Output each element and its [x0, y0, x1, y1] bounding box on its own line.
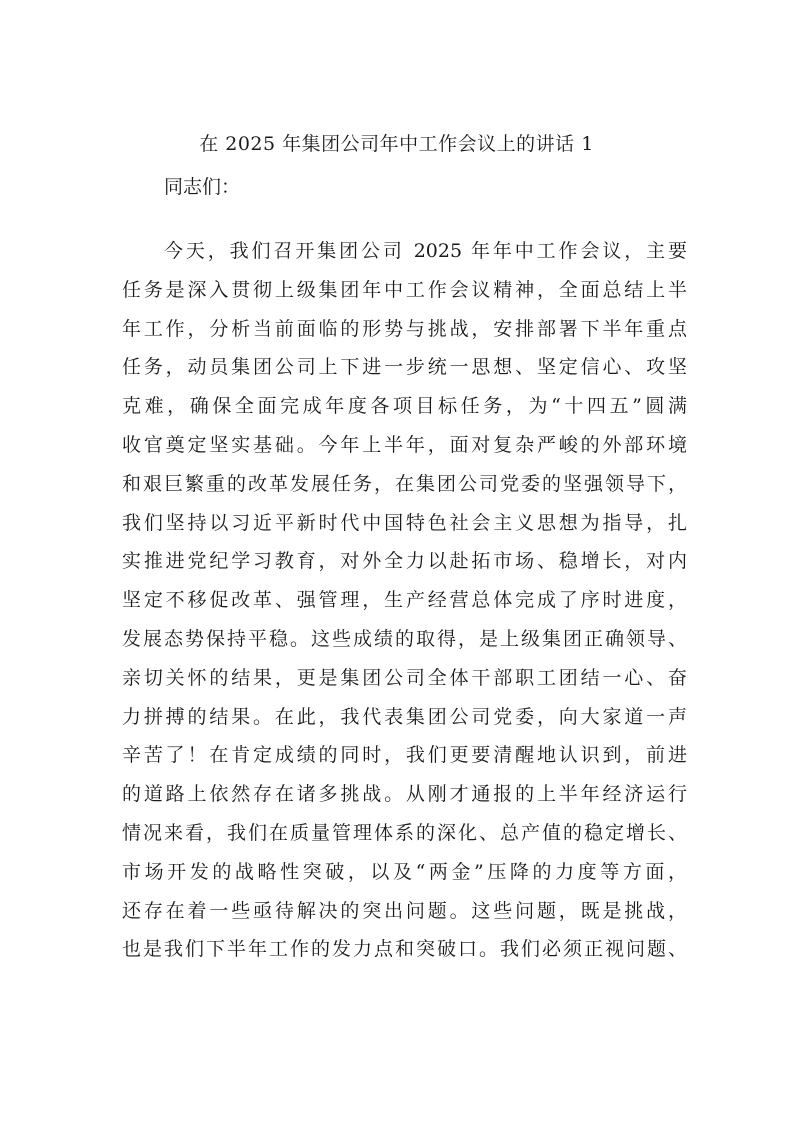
paragraph-line: 今天，我们召开集团公司 2025 年年中工作会议，主要 [164, 240, 687, 262]
paragraph-line: 我们坚持以习近平新时代中国特色社会主义思想为指导，扎 [122, 511, 687, 534]
paragraph-line: 实推进党纪学习教育，对外全力以赴拓市场、稳增长，对内 [122, 550, 687, 573]
paragraph-line: 还存在着一些亟待解决的突出问题。这些问题，既是挑战， [122, 899, 687, 922]
salutation: 同志们： [164, 176, 241, 198]
paragraph-line: 情况来看，我们在质量管理体系的深化、总产值的稳定增长、 [122, 821, 687, 844]
paragraph-line: 辛苦了！在肯定成绩的同时，我们更要清醒地认识到，前进 [122, 744, 687, 767]
paragraph-line: 任务，动员集团公司上下进一步统一思想、坚定信心、攻坚 [122, 356, 687, 379]
paragraph-line: 也是我们下半年工作的发力点和突破口。我们必须正视问题、 [122, 938, 687, 961]
paragraph-line: 克难，确保全面完成年度各项目标任务，为“十四五”圆满 [122, 395, 687, 418]
paragraph-line: 坚定不移促改革、强管理，生产经营总体完成了序时进度， [122, 589, 687, 612]
body-paragraph [122, 232, 687, 969]
paragraph-line: 的道路上依然存在诸多挑战。从刚才通报的上半年经济运行 [122, 783, 687, 806]
paragraph-line: 任务是深入贯彻上级集团年中工作会议精神，全面总结上半 [122, 278, 687, 301]
paragraph-line: 力拼搏的结果。在此，我代表集团公司党委，向大家道一声 [122, 705, 687, 728]
paragraph-line: 市场开发的战略性突破，以及“两金”压降的力度等方面， [122, 860, 687, 883]
paragraph-line: 亲切关怀的结果，更是集团公司全体干部职工团结一心、奋 [122, 666, 687, 689]
paragraph-line: 收官奠定坚实基础。今年上半年，面对复杂严峻的外部环境 [122, 433, 687, 456]
paragraph-line: 发展态势保持平稳。这些成绩的取得，是上级集团正确领导、 [122, 627, 687, 650]
document-title: 在 2025 年集团公司年中工作会议上的讲话 1 [199, 133, 594, 155]
paragraph-line: 年工作，分析当前面临的形势与挑战，安排部署下半年重点 [122, 317, 687, 340]
paragraph-line: 和艰巨繁重的改革发展任务，在集团公司党委的坚强领导下， [122, 472, 687, 495]
